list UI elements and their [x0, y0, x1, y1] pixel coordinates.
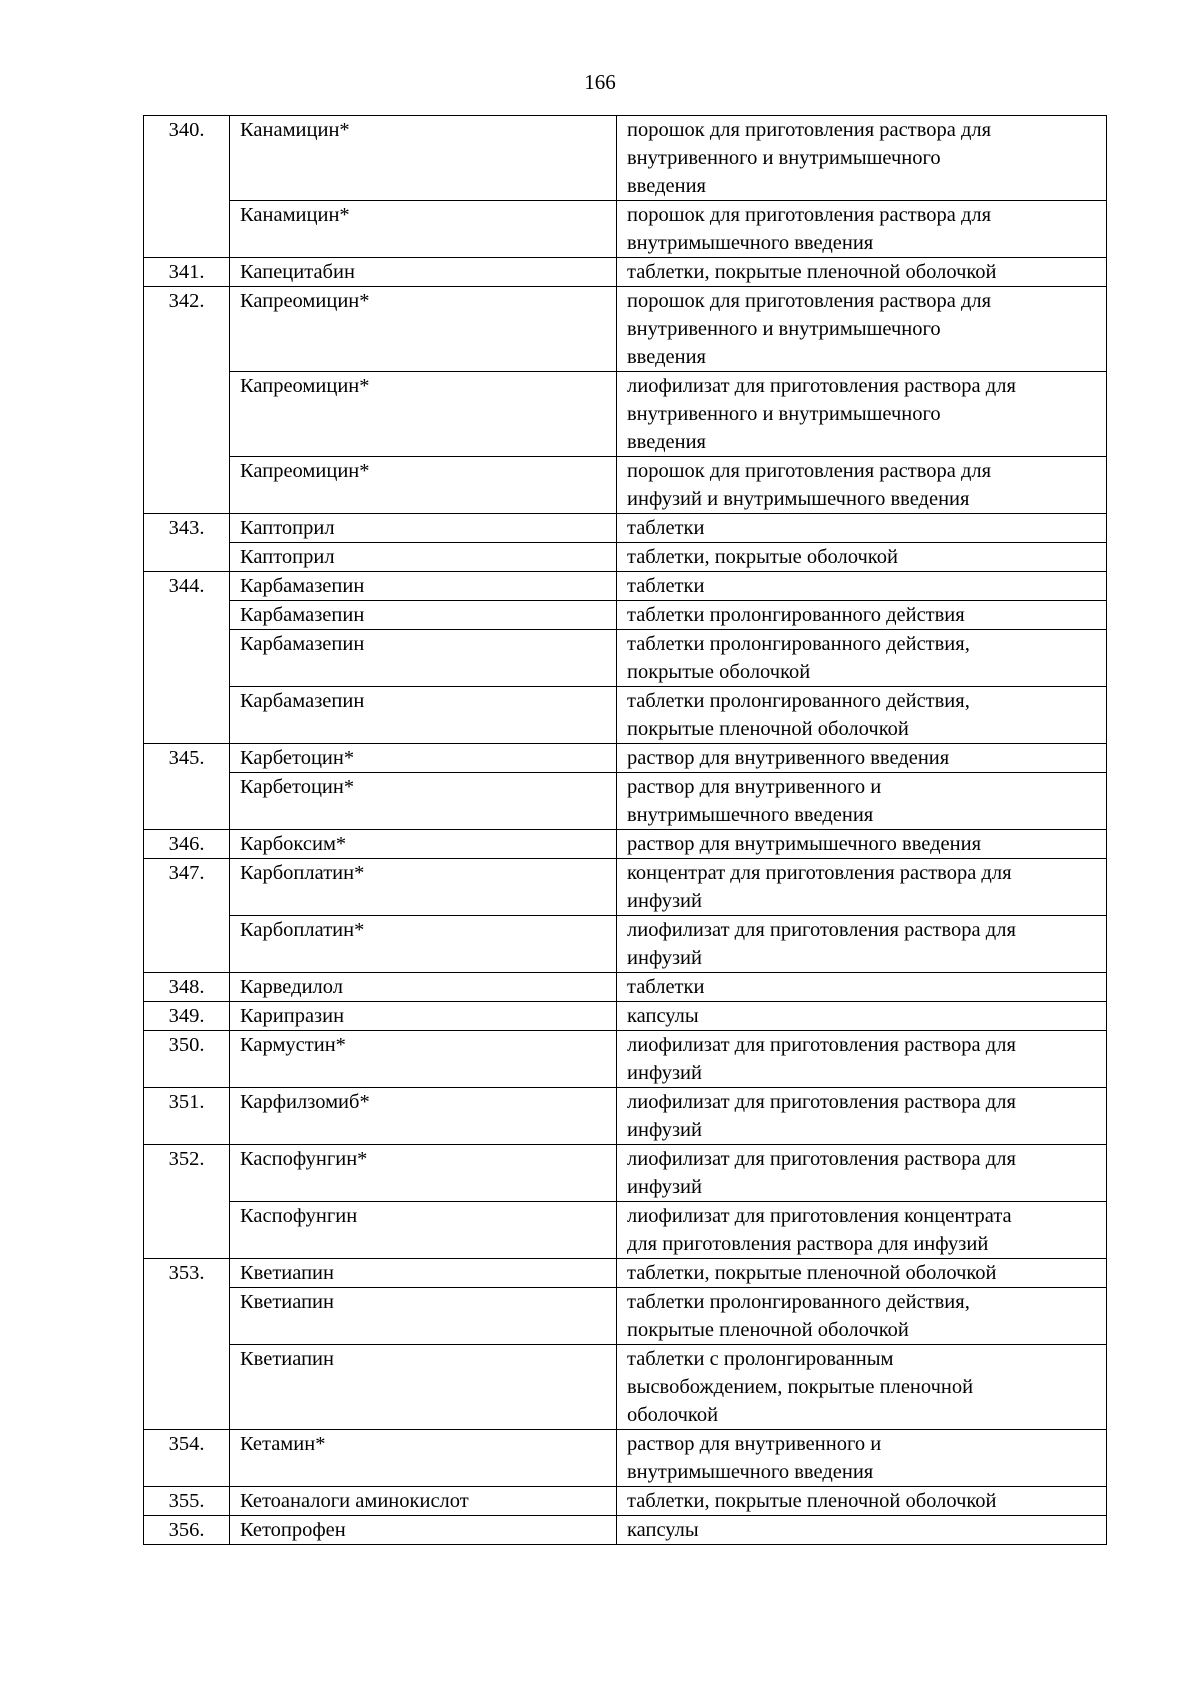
dosage-form-line: таблетки пролонгированного действия, — [627, 1291, 970, 1313]
row-number: 340. — [144, 116, 230, 258]
table-row — [144, 514, 1107, 543]
dosage-form-line: введения — [627, 175, 706, 197]
dosage-form — [617, 572, 1107, 601]
drug-name: Карведилол — [230, 973, 617, 1002]
dosage-form-line: таблетки, покрытые оболочкой — [627, 546, 898, 568]
drug-name: Карбетоцин* — [230, 744, 617, 773]
row-number: 349. — [144, 1002, 230, 1031]
table-row — [144, 744, 1107, 773]
dosage-form-line: инфузий и внутримышечного введения — [627, 488, 970, 510]
drug-table — [143, 115, 1107, 1545]
table-row — [144, 1145, 1107, 1202]
row-number: 341. — [144, 258, 230, 287]
drug-name: Кетоаналоги аминокислот — [230, 1487, 617, 1516]
row-number: 348. — [144, 973, 230, 1002]
dosage-form-line: порошок для приготовления раствора для — [627, 204, 992, 226]
table-row — [144, 1088, 1107, 1145]
dosage-form-line: порошок для приготовления раствора для — [627, 290, 992, 312]
drug-name: Карбамазепин — [230, 601, 617, 630]
table-row — [144, 1288, 1107, 1345]
dosage-form — [617, 258, 1107, 287]
dosage-form — [617, 1202, 1107, 1259]
table-row — [144, 1002, 1107, 1031]
dosage-form — [617, 514, 1107, 543]
dosage-form-line: раствор для внутривенного и — [627, 1433, 882, 1455]
dosage-form-line: лиофилизат для приготовления раствора для — [627, 919, 1016, 941]
dosage-form — [617, 859, 1107, 916]
dosage-form — [617, 601, 1107, 630]
dosage-form-line: таблетки — [627, 575, 705, 597]
dosage-form-line: таблетки — [627, 517, 705, 539]
drug-name: Каспофунгин — [230, 1202, 617, 1259]
drug-name: Каспофунгин* — [230, 1145, 617, 1202]
table-row — [144, 287, 1107, 372]
table-row — [144, 859, 1107, 916]
dosage-form-line: порошок для приготовления раствора для — [627, 460, 992, 482]
drug-name: Капецитабин — [230, 258, 617, 287]
dosage-form — [617, 973, 1107, 1002]
dosage-form-line: капсулы — [627, 1005, 699, 1027]
dosage-form — [617, 116, 1107, 201]
dosage-form — [617, 1002, 1107, 1031]
table-row — [144, 830, 1107, 859]
dosage-form-line: раствор для внутримышечного введения — [627, 833, 982, 855]
dosage-form-line: раствор для внутривенного и — [627, 776, 882, 798]
dosage-form-line: таблетки пролонгированного действия, — [627, 633, 970, 655]
dosage-form — [617, 1145, 1107, 1202]
table-row — [144, 543, 1107, 572]
dosage-form-line: таблетки — [627, 976, 705, 998]
row-number: 352. — [144, 1145, 230, 1259]
table-row — [144, 1259, 1107, 1288]
row-number: 355. — [144, 1487, 230, 1516]
drug-name: Кармустин* — [230, 1031, 617, 1088]
dosage-form-line: высвобождением, покрытые пленочной — [627, 1376, 974, 1398]
row-number: 345. — [144, 744, 230, 830]
table-row — [144, 601, 1107, 630]
dosage-form-line: таблетки пролонгированного действия — [627, 604, 965, 626]
dosage-form — [617, 201, 1107, 258]
drug-name: Кветиапин — [230, 1259, 617, 1288]
table-row — [144, 1430, 1107, 1487]
dosage-form-line: внутримышечного введения — [627, 1461, 874, 1483]
drug-name: Карбетоцин* — [230, 773, 617, 830]
dosage-form-line: внутримышечного введения — [627, 232, 874, 254]
dosage-form-line: капсулы — [627, 1519, 699, 1541]
dosage-form — [617, 1288, 1107, 1345]
dosage-form — [617, 744, 1107, 773]
table-row — [144, 572, 1107, 601]
dosage-form-line: таблетки пролонгированного действия, — [627, 690, 970, 712]
drug-name: Карбоплатин* — [230, 859, 617, 916]
dosage-form-line: лиофилизат для приготовления раствора для — [627, 1034, 1016, 1056]
drug-name: Капреомицин* — [230, 287, 617, 372]
row-number: 344. — [144, 572, 230, 744]
dosage-form — [617, 372, 1107, 457]
page-number: 166 — [584, 70, 616, 94]
drug-name: Карфилзомиб* — [230, 1088, 617, 1145]
row-number: 351. — [144, 1088, 230, 1145]
dosage-form-line: инфузий — [627, 1176, 703, 1198]
dosage-form — [617, 1088, 1107, 1145]
row-number: 343. — [144, 514, 230, 572]
table-row — [144, 773, 1107, 830]
dosage-form-line: инфузий — [627, 947, 703, 969]
dosage-form-line: покрытые пленочной оболочкой — [627, 718, 909, 740]
row-number: 354. — [144, 1430, 230, 1487]
dosage-form-line: раствор для внутривенного введения — [627, 747, 950, 769]
dosage-form — [617, 1430, 1107, 1487]
dosage-form-line: внутривенного и внутримышечного — [627, 403, 941, 425]
dosage-form-line: порошок для приготовления раствора для — [627, 119, 992, 141]
drug-name: Карбамазепин — [230, 687, 617, 744]
dosage-form — [617, 630, 1107, 687]
dosage-form — [617, 457, 1107, 514]
drug-name: Каптоприл — [230, 514, 617, 543]
table-row — [144, 1487, 1107, 1516]
dosage-form-line: внутримышечного введения — [627, 804, 874, 826]
table-row — [144, 258, 1107, 287]
dosage-form-line: инфузий — [627, 1062, 703, 1084]
dosage-form-line: инфузий — [627, 890, 703, 912]
dosage-form-line: таблетки, покрытые пленочной оболочкой — [627, 1490, 997, 1512]
dosage-form-line: лиофилизат для приготовления раствора для — [627, 1148, 1016, 1170]
drug-name: Капреомицин* — [230, 372, 617, 457]
table-row — [144, 630, 1107, 687]
drug-name: Кветиапин — [230, 1345, 617, 1430]
drug-name: Кетамин* — [230, 1430, 617, 1487]
dosage-form-line: лиофилизат для приготовления раствора для — [627, 1091, 1016, 1113]
dosage-form-line: лиофилизат для приготовления концентрата — [627, 1205, 1012, 1227]
table-row — [144, 973, 1107, 1002]
dosage-form-line: введения — [627, 431, 706, 453]
dosage-form-line: для приготовления раствора для инфузий — [627, 1233, 989, 1255]
row-number: 342. — [144, 287, 230, 514]
dosage-form — [617, 1259, 1107, 1288]
dosage-form-line: таблетки, покрытые пленочной оболочкой — [627, 1262, 997, 1284]
dosage-form-line: таблетки, покрытые пленочной оболочкой — [627, 261, 997, 283]
table-row — [144, 1202, 1107, 1259]
table-row — [144, 201, 1107, 258]
dosage-form — [617, 773, 1107, 830]
dosage-form — [617, 1345, 1107, 1430]
drug-name: Канамицин* — [230, 116, 617, 201]
dosage-form — [617, 1031, 1107, 1088]
dosage-form — [617, 830, 1107, 859]
dosage-form-line: внутривенного и внутримышечного — [627, 147, 941, 169]
dosage-form — [617, 916, 1107, 973]
drug-name: Карбамазепин — [230, 572, 617, 601]
dosage-form-line: покрытые оболочкой — [627, 661, 811, 683]
dosage-form-line: покрытые пленочной оболочкой — [627, 1319, 909, 1341]
dosage-form-line: таблетки с пролонгированным — [627, 1348, 894, 1370]
dosage-form — [617, 1487, 1107, 1516]
dosage-form-line: введения — [627, 346, 706, 368]
row-number: 346. — [144, 830, 230, 859]
row-number: 353. — [144, 1259, 230, 1430]
row-number: 356. — [144, 1516, 230, 1545]
table-row — [144, 1345, 1107, 1430]
drug-name: Капреомицин* — [230, 457, 617, 514]
table-row — [144, 1031, 1107, 1088]
dosage-form-line: внутривенного и внутримышечного — [627, 318, 941, 340]
dosage-form-line: оболочкой — [627, 1404, 719, 1426]
table-row — [144, 116, 1107, 201]
dosage-form-line: лиофилизат для приготовления раствора для — [627, 375, 1016, 397]
table-row — [144, 687, 1107, 744]
drug-name: Кветиапин — [230, 1288, 617, 1345]
table-row — [144, 457, 1107, 514]
table-row — [144, 916, 1107, 973]
table-row — [144, 372, 1107, 457]
drug-name: Карбоксим* — [230, 830, 617, 859]
dosage-form — [617, 687, 1107, 744]
drug-table-body — [144, 116, 1107, 1545]
drug-name: Кетопрофен — [230, 1516, 617, 1545]
drug-name: Карипразин — [230, 1002, 617, 1031]
dosage-form — [617, 543, 1107, 572]
drug-name: Карбамазепин — [230, 630, 617, 687]
dosage-form-line: концентрат для приготовления раствора для — [627, 862, 1012, 884]
drug-name: Каптоприл — [230, 543, 617, 572]
dosage-form — [617, 287, 1107, 372]
row-number: 350. — [144, 1031, 230, 1088]
table-row — [144, 1516, 1107, 1545]
row-number: 347. — [144, 859, 230, 973]
drug-name: Канамицин* — [230, 201, 617, 258]
dosage-form-line: инфузий — [627, 1119, 703, 1141]
drug-name: Карбоплатин* — [230, 916, 617, 973]
dosage-form — [617, 1516, 1107, 1545]
